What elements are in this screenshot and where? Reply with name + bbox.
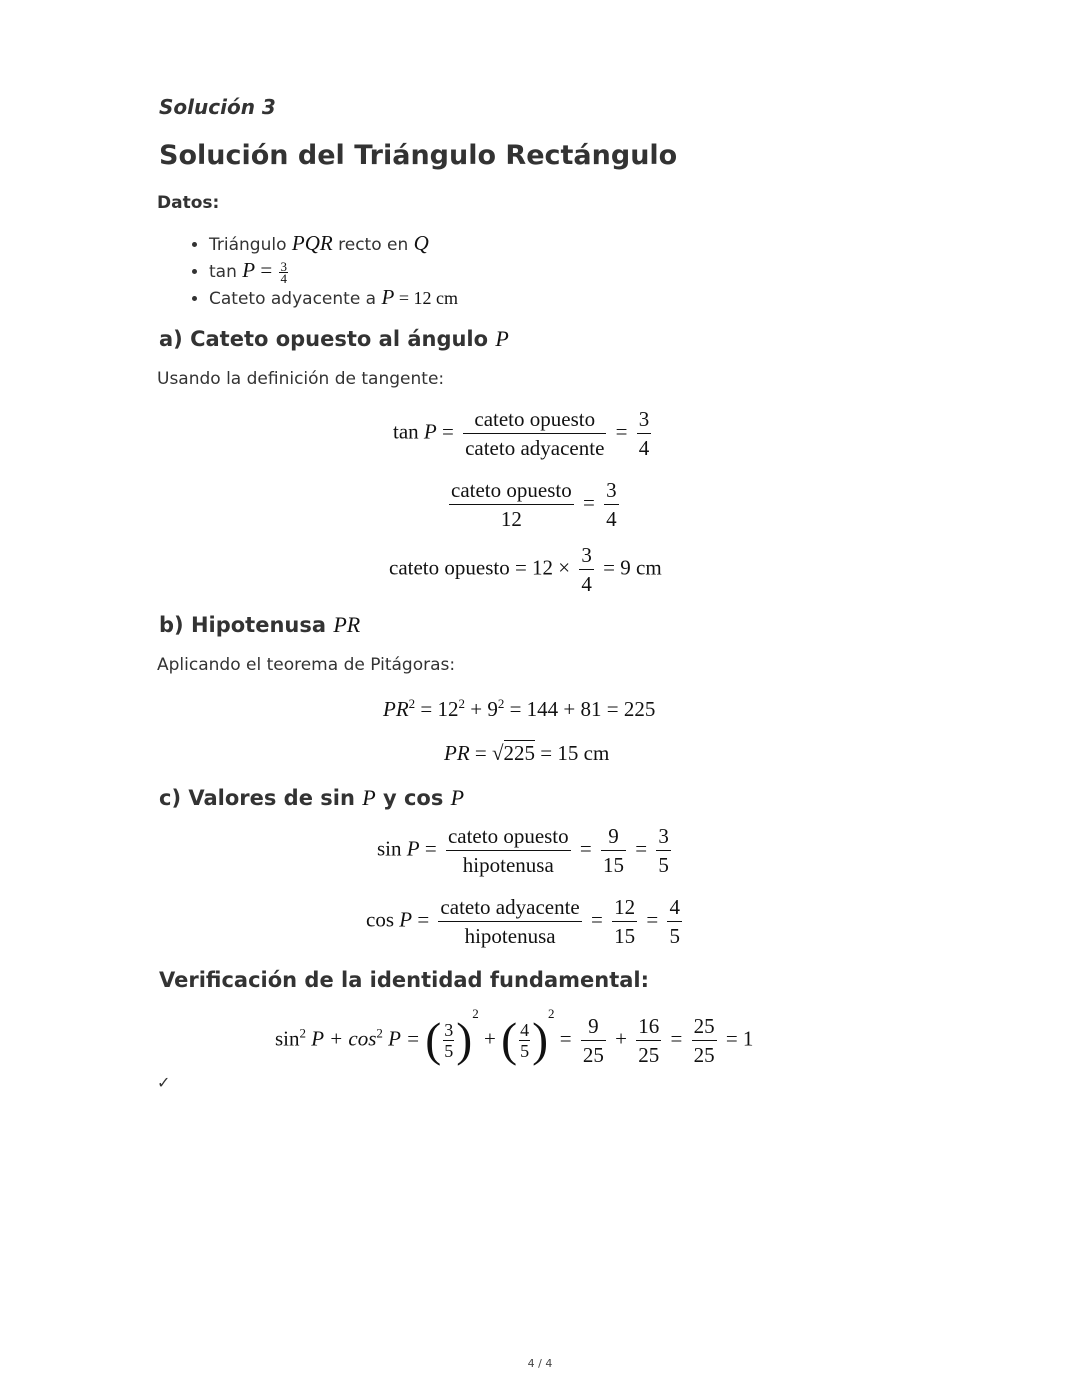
section-b-heading: b) Hipotenusa PR [159, 612, 361, 637]
page-title: Solución del Triángulo Rectángulo [159, 140, 678, 171]
verification-heading: Verificación de la identidad fundamental: [159, 968, 650, 992]
hypotenuse-result: PR = √225 = 15 cm [444, 741, 610, 765]
section-b-intro: Aplicando el teorema de Pitágoras: [157, 655, 456, 675]
tangent-equation: tan P = $\frac{\text{cateto opuesto}}{\text{cateto adyacente}}$ = $\frac{3}{4}$ [393, 407, 650, 460]
datos-list [157, 231, 458, 312]
list-item: • Triángulo PQR recto en Q [209, 231, 458, 258]
datos-label: Datos: [157, 193, 220, 213]
section-label: Solución 3 [159, 95, 276, 119]
pythagoras-equation: $PR^2 = 12^2 + 9^2 = 144 + 81 = 225$ [383, 696, 656, 721]
page-number: 4 / 4 [527, 1357, 553, 1370]
list-item: • tan P = $\frac{3}{4}$ [209, 258, 458, 285]
section-c-heading: c) Valores de sin P y cos P [159, 785, 465, 810]
list-item: • Cateto adyacente a P = 12 cm [209, 285, 458, 312]
identity-equation: $\sin^2 P + \cos^2 P$ = ( $\frac{3}{5}$ )$^2$ + ( $\frac{4}{5}$ )$^2$ = $\frac{9}{25}$ + $\frac{16}{25}$ = $\frac{25}{25}$ = 1 [275, 1006, 754, 1067]
opposite-result: cateto opuesto = 12 × $\frac{3}{4}$ = 9 cm [389, 543, 662, 596]
check-mark-icon: ✓ [157, 1073, 171, 1092]
section-a-heading: a) Cateto opuesto al ángulo P [159, 326, 509, 351]
section-a-intro: Usando la definición de tangente: [157, 369, 445, 389]
tangent-substitution: $\frac{\text{cateto opuesto}}{12}$ = $\frac{3}{4}$ [451, 478, 617, 531]
cosine-equation: cos P = $\frac{\text{cateto adyacente}}{\text{hipotenusa}}$ = $\frac{12}{15}$ = $\frac{4}{5}$ [366, 895, 680, 948]
sine-equation: sin P = $\frac{\text{cateto opuesto}}{\text{hipotenusa}}$ = $\frac{9}{15}$ = $\frac{3}{5}$ [377, 824, 669, 877]
